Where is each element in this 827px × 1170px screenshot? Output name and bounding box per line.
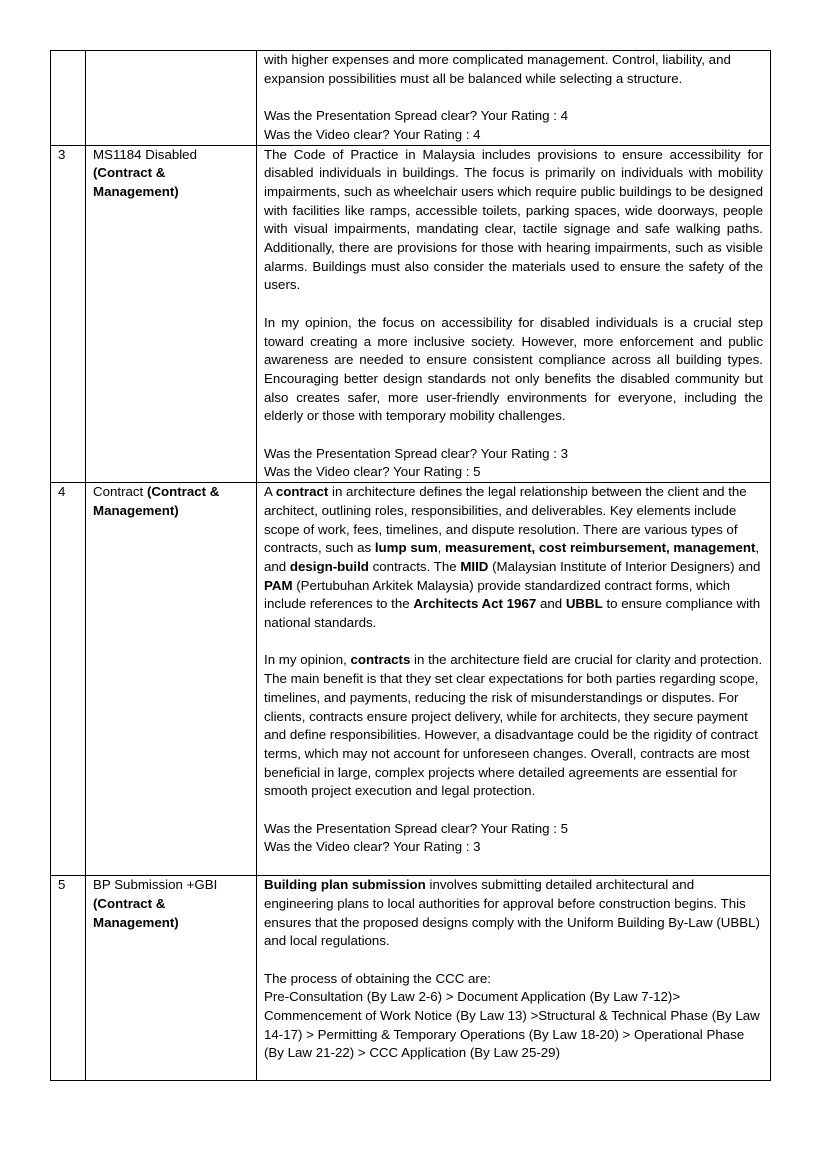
video-rating: Was the Video clear? Your Rating : 3 <box>264 839 481 855</box>
presentation-rating: Was the Presentation Spread clear? Your Rating : 4 <box>264 108 569 124</box>
row-topic-cell <box>86 145 257 483</box>
topic-category: (Contract & Management) <box>93 895 179 930</box>
row-content-cell <box>257 145 771 483</box>
row-number-cell: 3 <box>51 145 86 483</box>
video-rating: Was the Video clear? Your Rating : 4 <box>264 126 481 142</box>
row-topic-cell <box>86 876 257 1081</box>
row-number-cell <box>51 51 86 146</box>
row-content-cell <box>257 483 771 876</box>
summary-table <box>50 50 771 1081</box>
paragraph: Building plan submission involves submitting detailed architectural and engineering plans to local authorities for approval before construction begins. This ensures that the proposed designs comply with the Uniform Building By-Law (UBBL) and local regulations. <box>264 877 760 949</box>
row-number-cell: 4 <box>51 483 86 876</box>
paragraph: with higher expenses and more complicated management. Control, liability, and expansion possibilities must all be balanced while selecting a structure. <box>264 52 731 86</box>
row-content-cell <box>257 876 771 1081</box>
table-row <box>51 876 771 1081</box>
topic-title: MS1184 Disabled <box>93 146 197 162</box>
table-row <box>51 483 771 876</box>
row-number-cell: 5 <box>51 876 86 1081</box>
topic-category: (Contract & Management) <box>93 484 220 518</box>
topic-title: Contract (Contract & Management) <box>93 484 220 518</box>
table-row <box>51 51 771 146</box>
row-topic-cell <box>86 51 257 146</box>
paragraph: A contract in architecture defines the legal relationship between the client and the architect, outlining roles, responsibilities, and deliverables. Key elements include scope of work, fees, timelines, and dispute resolution. There are various types of contracts, such as lump sum, measurement, cost reimbursement, management, and design-build contracts. The MIID (Malaysian Institute of Interior Designers) and PAM (Pertubuhan Arkitek Malaysia) provide standardized contract forms, which include references to the Architects Act 1967 and UBBL to ensure compliance with national standards. <box>264 484 761 631</box>
topic-title: BP Submission +GBI <box>93 877 218 893</box>
presentation-rating: Was the Presentation Spread clear? Your Rating : 3 <box>264 445 569 461</box>
process-steps: Pre-Consultation (By Law 2-6) > Document Application (By Law 7-12)> Commencement of Work Notice (By Law 13) >Structural & Technical Phase (By Law 14-17) > Permitting & Temporary Operations (By Law 18-20) > Operational Phase (By Law 21-22) > CCC Application (By Law 25-29) <box>264 989 760 1061</box>
table-row <box>51 145 771 483</box>
process-heading: The process of obtaining the CCC are: <box>264 970 491 986</box>
paragraph: In my opinion, the focus on accessibility for disabled individuals is a crucial step toward creating a more inclusive society. However, more enforcement and public awareness are needed to ensure consistent compliance across all building types. Encouraging better design standards not only benefits the disabled community but also creates safer, more user-friendly environments for everyone, including the elderly or those with temporary mobility challenges. <box>264 314 763 424</box>
topic-category: (Contract & Management) <box>93 165 179 199</box>
paragraph: In my opinion, contracts in the architecture field are crucial for clarity and protection. The main benefit is that they set clear expectations for both parties regarding scope, timelines, and payments, reducing the risk of misunderstandings or disputes. For clients, contracts ensure project delivery, while for architects, they secure payment and define responsibilities. However, a disadvantage could be the rigidity of contract terms, which may not account for unforeseen changes. Overall, contracts are most beneficial in large, complex projects where detailed agreements are essential for smooth project execution and legal protection. <box>264 652 763 799</box>
row-topic-cell <box>86 483 257 876</box>
row-content-cell <box>257 51 771 146</box>
presentation-rating: Was the Presentation Spread clear? Your Rating : 5 <box>264 820 569 836</box>
paragraph: The Code of Practice in Malaysia includes provisions to ensure accessibility for disabled individuals in buildings. The focus is primarily on individuals with mobility impairments, such as wheelchair users which require public buildings to be designed with facilities like ramps, accessible toilets, parking spaces, wide doorways, people with visual impairments, mandating clear, tactile signage and safe walking paths. Additionally, there are provisions for those with hearing impairments, such as visible alarms. Buildings must also consider the materials used to ensure the safety of the users. <box>264 146 763 293</box>
video-rating: Was the Video clear? Your Rating : 5 <box>264 464 481 480</box>
